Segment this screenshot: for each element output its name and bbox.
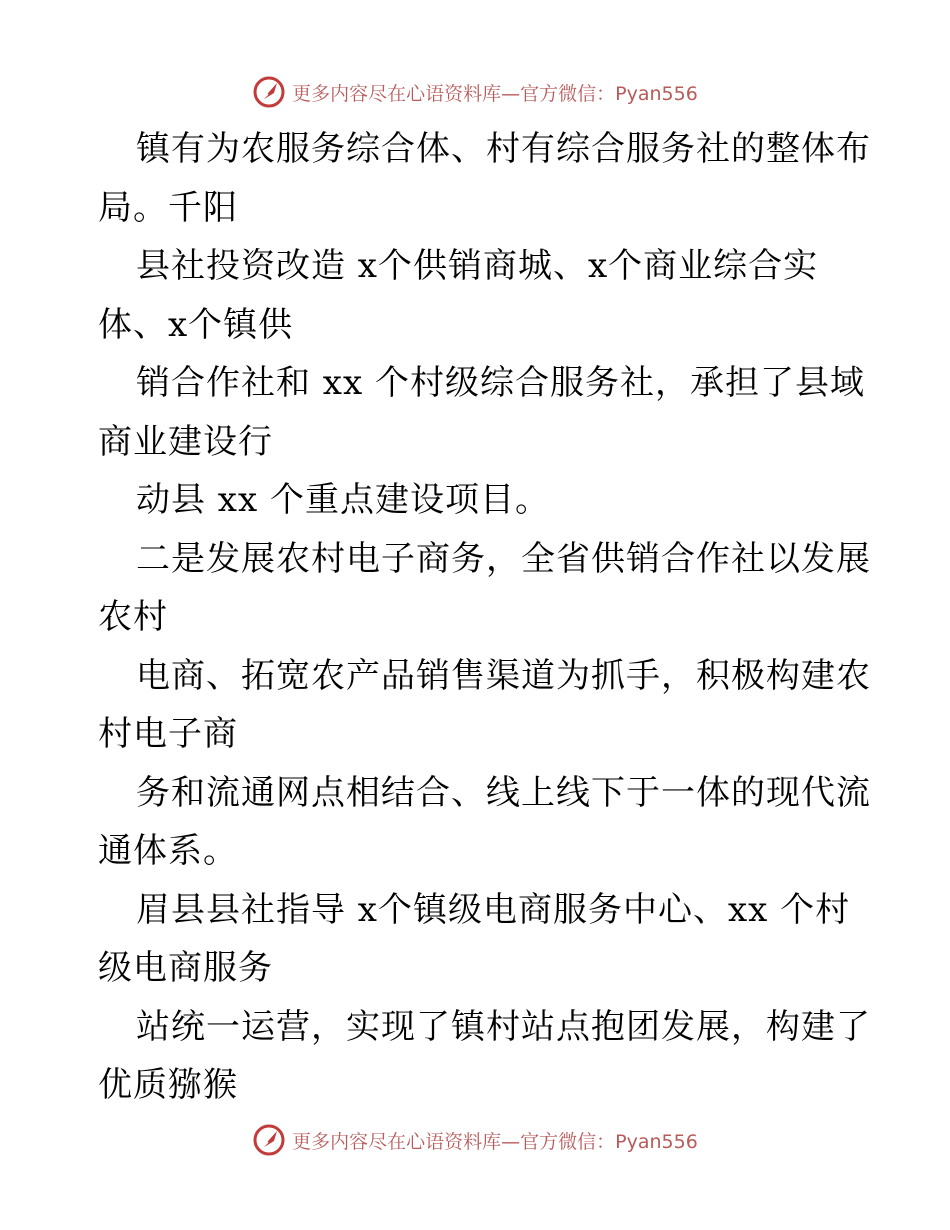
text-line: 站统一运营，实现了镇村站点抱团发展，构建了 — [136, 1006, 871, 1047]
header-banner — [0, 72, 950, 112]
text-line: 级电商服务 — [98, 948, 273, 988]
text-line: 局。千阳 — [98, 187, 238, 228]
text-line: 农村 — [98, 597, 168, 637]
text-line: 销合作社和 xx 个村级综合服务社，承担了县域 — [136, 363, 865, 403]
text-line: 电商、拓宽农产品销售渠道为抓手，积极构建农 — [136, 655, 871, 696]
text-line: 村电子商 — [98, 714, 238, 754]
quill-logo-icon — [252, 1123, 286, 1157]
header-banner-text: 更多内容尽在心语资料库—官方微信：Pyan556 — [292, 82, 698, 105]
text-line: 动县 xx 个重点建设项目。 — [136, 480, 550, 520]
text-line: 县社投资改造 x个供销商城、x个商业综合实 — [136, 246, 819, 286]
text-line: 务和流通网点相结合、线上线下于一体的现代流 — [136, 772, 871, 813]
text-line: 眉县县社指导 x个镇级电商服务中心、xx 个村 — [136, 889, 851, 930]
text-line: 镇有为农服务综合体、村有综合服务社的整体布 — [136, 129, 871, 169]
document-body — [98, 120, 871, 1115]
text-line: 体、x个镇供 — [98, 304, 294, 345]
text-line: 二是发展农村电子商务，全省供销合作社以发展 — [136, 538, 871, 579]
footer-banner — [0, 1120, 950, 1160]
text-line: 商业建设行 — [98, 421, 273, 462]
footer-banner-text: 更多内容尽在心语资料库—官方微信：Pyan556 — [292, 1130, 698, 1153]
text-line: 通体系。 — [98, 831, 238, 871]
text-line: 优质猕猴 — [98, 1065, 238, 1105]
quill-logo-icon — [252, 75, 286, 109]
